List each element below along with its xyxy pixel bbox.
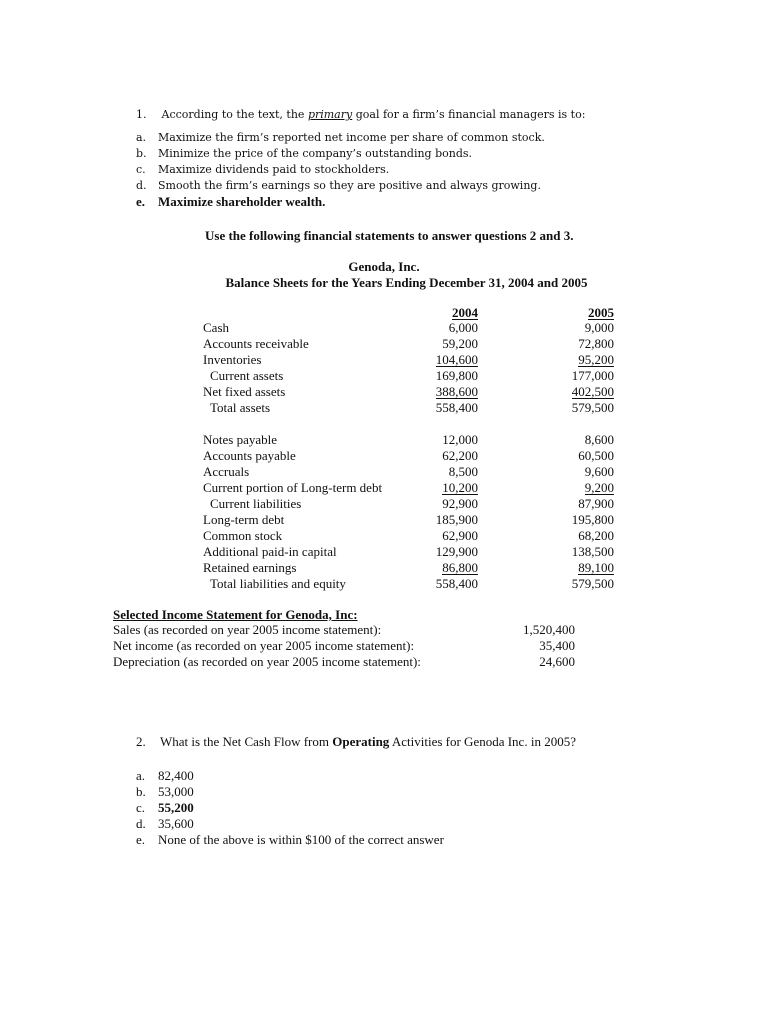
q1-stem — [136, 108, 585, 121]
row-label: Accounts receivable — [203, 336, 309, 351]
income-value: 24,600 — [539, 654, 575, 669]
table-row — [203, 464, 623, 480]
table-row — [203, 528, 623, 544]
value-2004: 129,900 — [435, 544, 478, 559]
income-label: Depreciation (as recorded on year 2005 income statement): — [113, 654, 421, 669]
value-2004: 62,200 — [442, 448, 478, 463]
value-2004 — [408, 384, 478, 400]
q1-option-b — [136, 147, 473, 160]
q1-option-e — [136, 194, 326, 210]
instruction: Use the following financial statements to answer questions 2 and 3. — [205, 228, 574, 243]
q1-option-a — [136, 131, 545, 144]
option-text: Minimize the price of the company’s outstanding bonds. — [158, 147, 473, 160]
row-label: Total assets — [210, 400, 271, 415]
value-text: 388,600 — [435, 384, 478, 399]
q2-option-a — [136, 768, 194, 784]
table-row — [203, 448, 623, 464]
q2-option-b — [136, 784, 194, 800]
income-row — [113, 622, 583, 638]
row-label: Cash — [203, 320, 229, 335]
option-letter: c. — [136, 163, 146, 176]
q2-stem-bold: Operating — [332, 734, 390, 749]
balance-sheet-title: Balance Sheets for the Years Ending December 31, 2004 and 2005 — [225, 275, 588, 290]
value-2004 — [408, 480, 478, 496]
option-text: Maximize shareholder wealth. — [158, 194, 326, 209]
q1-stem-post: goal for a firm’s financial managers is to: — [352, 108, 586, 121]
value-2004: 59,200 — [442, 336, 478, 351]
row-label: Net fixed assets — [203, 384, 286, 399]
q2-stem — [136, 734, 576, 750]
value-2004: 185,900 — [435, 512, 478, 527]
value-2004: 558,400 — [435, 400, 478, 415]
value-2005: 579,500 — [571, 576, 614, 591]
income-value: 1,520,400 — [523, 622, 575, 637]
income-label: Net income (as recorded on year 2005 income statement): — [113, 638, 415, 653]
q1-option-d — [136, 179, 541, 192]
value-2005: 68,200 — [578, 528, 614, 543]
q1-option-c — [136, 163, 390, 176]
table-row — [203, 432, 623, 448]
table-row — [203, 336, 623, 352]
row-label: Additional paid-in capital — [203, 544, 337, 559]
value-2004: 62,900 — [442, 528, 478, 543]
row-label: Retained earnings — [203, 560, 297, 575]
value-2005 — [544, 560, 614, 576]
table-row — [203, 320, 623, 336]
value-text: 95,200 — [578, 352, 614, 367]
q2-option-e — [136, 832, 444, 848]
col-header-2004-text: 2004 — [452, 305, 478, 320]
row-label: Accruals — [203, 464, 250, 479]
value-text: 402,500 — [571, 384, 614, 399]
option-text: Maximize the firm’s reported net income per share of common stock. — [158, 131, 545, 144]
value-2004: 12,000 — [442, 432, 478, 447]
option-letter: b. — [136, 784, 146, 799]
table-row — [203, 576, 623, 592]
table-row — [203, 368, 623, 384]
row-label: Current assets — [210, 368, 284, 383]
value-2005: 87,900 — [578, 496, 614, 511]
value-2005: 579,500 — [571, 400, 614, 415]
value-2005: 195,800 — [571, 512, 614, 527]
income-title: Selected Income Statement for Genoda, Inc: — [113, 607, 358, 622]
value-2004 — [408, 352, 478, 368]
value-2005: 9,600 — [584, 464, 614, 479]
table-row — [203, 560, 623, 576]
income-row — [113, 638, 583, 654]
option-letter: d. — [136, 816, 146, 831]
value-text: 9,200 — [584, 480, 614, 495]
option-letter: c. — [136, 800, 146, 815]
value-2005: 8,600 — [584, 432, 614, 447]
option-letter: e. — [136, 194, 146, 209]
table-row — [203, 352, 623, 368]
option-text: Maximize dividends paid to stockholders. — [158, 163, 390, 176]
table-row — [203, 384, 623, 400]
value-2004: 558,400 — [435, 576, 478, 591]
option-letter: e. — [136, 832, 146, 847]
q2-stem-post: Activities for Genoda Inc. in 2005? — [389, 734, 576, 749]
value-2004: 8,500 — [448, 464, 478, 479]
company-name: Genoda, Inc. — [348, 259, 420, 274]
value-2005 — [544, 384, 614, 400]
q1-stem-emphasis: primary — [307, 108, 353, 121]
value-2005 — [544, 352, 614, 368]
q1-stem-pre: According to the text, the — [161, 108, 308, 121]
q2-stem-pre: What is the Net Cash Flow from — [160, 734, 333, 749]
row-label: Common stock — [203, 528, 283, 543]
col-header-2005 — [544, 305, 614, 321]
value-2004 — [408, 560, 478, 576]
row-label: Long-term debt — [203, 512, 285, 527]
option-letter: b. — [136, 147, 147, 160]
value-2004: 92,900 — [442, 496, 478, 511]
option-text: None of the above is within $100 of the correct answer — [158, 832, 444, 847]
col-header-2004 — [408, 305, 478, 321]
option-text: 35,600 — [158, 816, 194, 831]
income-label: Sales (as recorded on year 2005 income statement): — [113, 622, 382, 637]
value-2004: 169,800 — [435, 368, 478, 383]
option-text: 53,000 — [158, 784, 194, 799]
income-value: 35,400 — [539, 638, 575, 653]
value-2005 — [544, 480, 614, 496]
table-row — [203, 512, 623, 528]
row-label: Notes payable — [203, 432, 278, 447]
table-row — [203, 496, 623, 512]
option-text: 82,400 — [158, 768, 194, 783]
option-text: 55,200 — [158, 800, 194, 815]
value-text: 104,600 — [435, 352, 478, 367]
row-label: Accounts payable — [203, 448, 296, 463]
q1-number: 1. — [136, 108, 147, 121]
col-header-2005-text: 2005 — [588, 305, 614, 320]
value-2005: 9,000 — [584, 320, 614, 335]
table-row — [203, 400, 623, 416]
q2-number: 2. — [136, 734, 146, 749]
value-2005: 138,500 — [571, 544, 614, 559]
option-letter: d. — [136, 179, 147, 192]
value-2005: 60,500 — [578, 448, 614, 463]
q2-option-c — [136, 800, 194, 816]
row-label: Total liabilities and equity — [210, 576, 346, 591]
option-text: Smooth the firm’s earnings so they are positive and always growing. — [158, 179, 541, 192]
income-row — [113, 654, 583, 670]
value-text: 10,200 — [442, 480, 478, 495]
value-2005: 72,800 — [578, 336, 614, 351]
value-text: 86,800 — [442, 560, 478, 575]
row-label: Current portion of Long-term debt — [203, 480, 383, 495]
row-label: Current liabilities — [210, 496, 302, 511]
option-letter: a. — [136, 768, 146, 783]
value-text: 89,100 — [578, 560, 614, 575]
option-letter: a. — [136, 131, 147, 144]
row-label: Inventories — [203, 352, 262, 367]
q2-option-d — [136, 816, 194, 832]
value-2004: 6,000 — [448, 320, 478, 335]
table-row — [203, 544, 623, 560]
value-2005: 177,000 — [571, 368, 614, 383]
table-row — [203, 480, 623, 496]
